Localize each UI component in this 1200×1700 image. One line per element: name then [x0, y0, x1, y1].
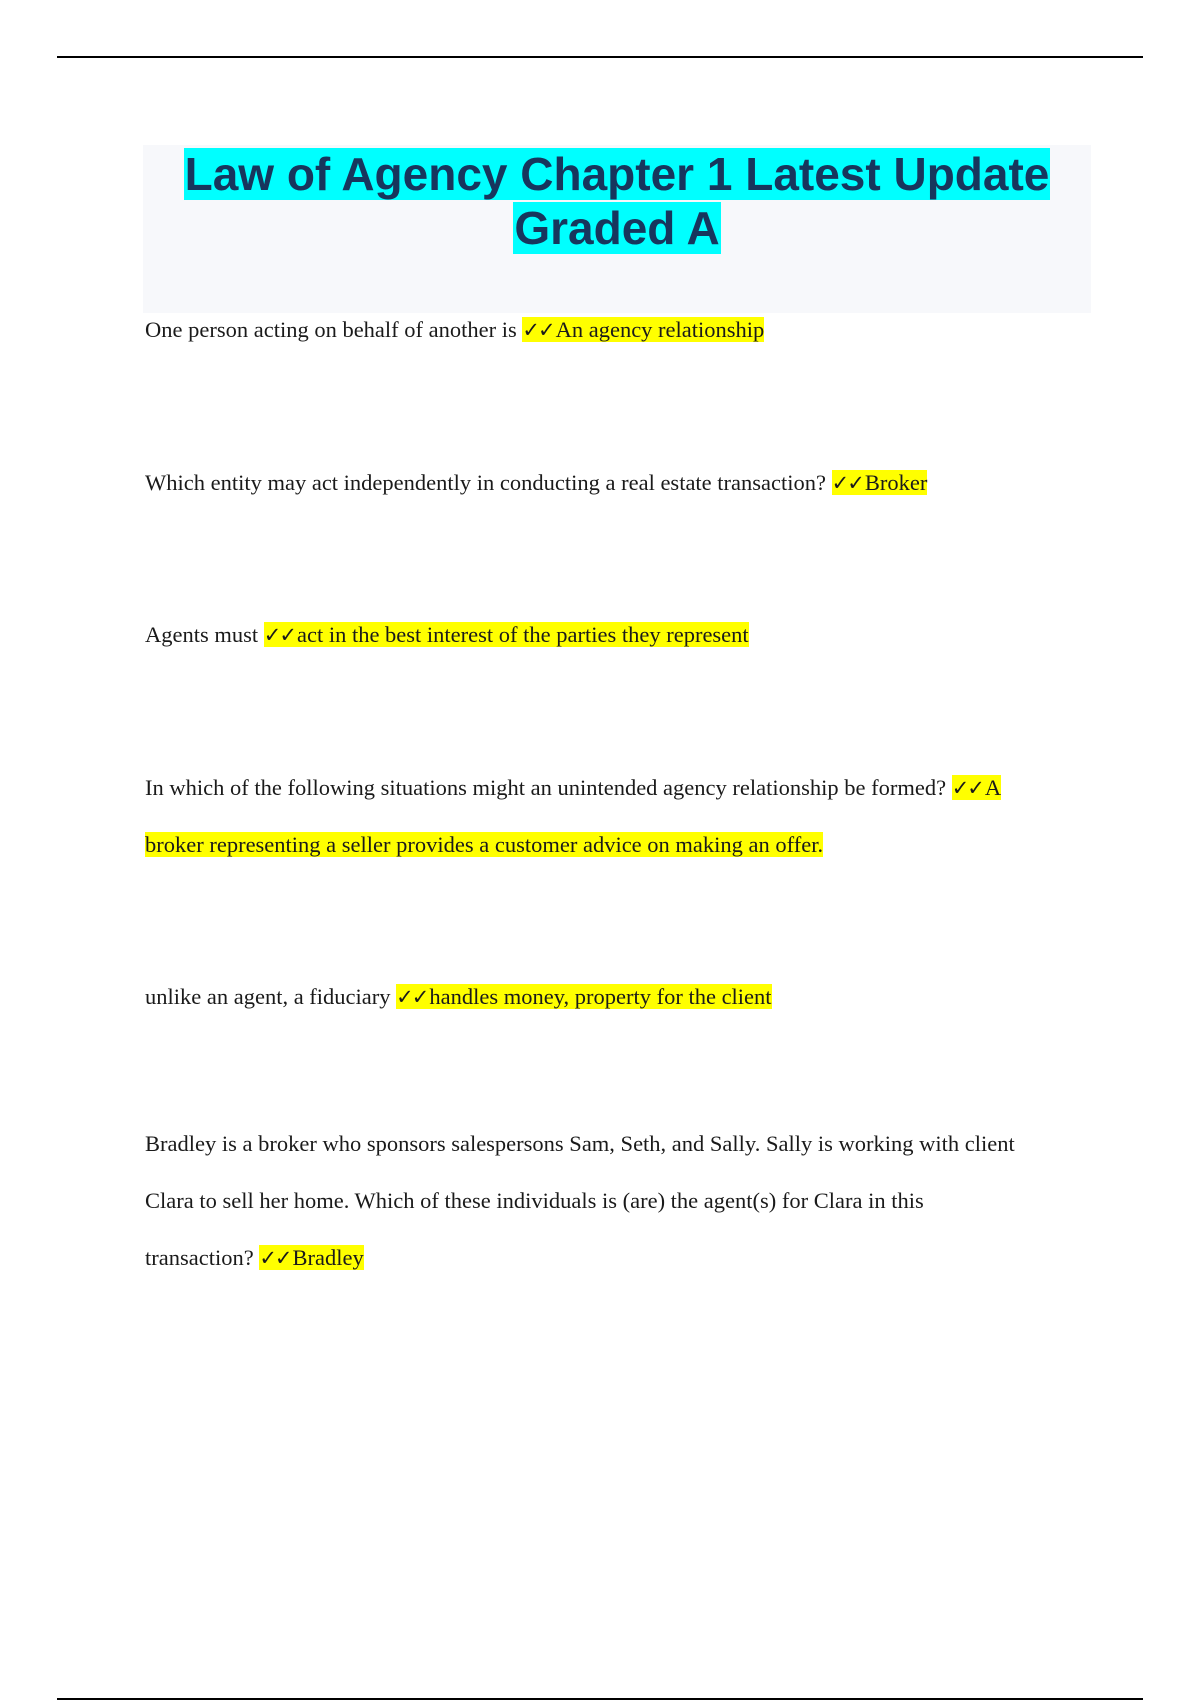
qa-item-1 — [145, 301, 1095, 358]
answer-highlight — [396, 984, 771, 1009]
answer-text: An agency relationship — [555, 317, 765, 342]
question-text: Clara to sell her home. Which of these individuals is (are) the agent(s) for Clara in this — [145, 1188, 924, 1213]
question-text: transaction? — [145, 1245, 260, 1270]
title-line-2: Graded A — [514, 202, 720, 254]
qa-item-3 — [145, 606, 1095, 663]
title-block — [143, 145, 1091, 313]
question-text: In which of the following situations might an unintended agency relationship be formed? — [145, 775, 952, 800]
double-check-icon: ✓✓ — [831, 471, 863, 495]
answer-text: act in the best interest of the parties they represent — [296, 622, 749, 647]
qa-item-6 — [145, 1115, 1095, 1286]
double-check-icon: ✓✓ — [396, 985, 428, 1009]
question-text: Agents must — [145, 622, 264, 647]
answer-text: Broker — [864, 470, 928, 495]
answer-text: A — [984, 775, 1002, 800]
double-check-icon: ✓✓ — [263, 623, 295, 647]
answer-highlight — [832, 470, 928, 495]
answer-highlight: broker representing a seller provides a customer advice on making an offer. — [145, 832, 824, 857]
answer-highlight — [264, 622, 749, 647]
answer-highlight — [952, 775, 1001, 800]
question-text: unlike an agent, a fiduciary — [145, 984, 397, 1009]
double-check-icon: ✓✓ — [951, 776, 983, 800]
question-text: Bradley is a broker who sponsors salespersons Sam, Seth, and Sally. Sally is working with client — [145, 1131, 1015, 1156]
answer-highlight — [259, 1245, 363, 1270]
double-check-icon: ✓✓ — [259, 1246, 291, 1270]
answer-text: Bradley — [292, 1245, 364, 1270]
question-text: One person acting on behalf of another is — [145, 317, 523, 342]
answer-highlight — [522, 317, 764, 342]
qa-item-4 — [145, 759, 1095, 873]
document-title — [143, 145, 1091, 255]
question-text: Which entity may act independently in conducting a real estate transaction? — [145, 470, 832, 495]
qa-item-5 — [145, 968, 1095, 1025]
title-line-1: Law of Agency Chapter 1 Latest Update — [184, 148, 1050, 200]
answer-text: handles money, property for the client — [429, 984, 772, 1009]
qa-item-2 — [145, 454, 1095, 511]
top-rule — [57, 56, 1143, 58]
double-check-icon: ✓✓ — [522, 318, 554, 342]
